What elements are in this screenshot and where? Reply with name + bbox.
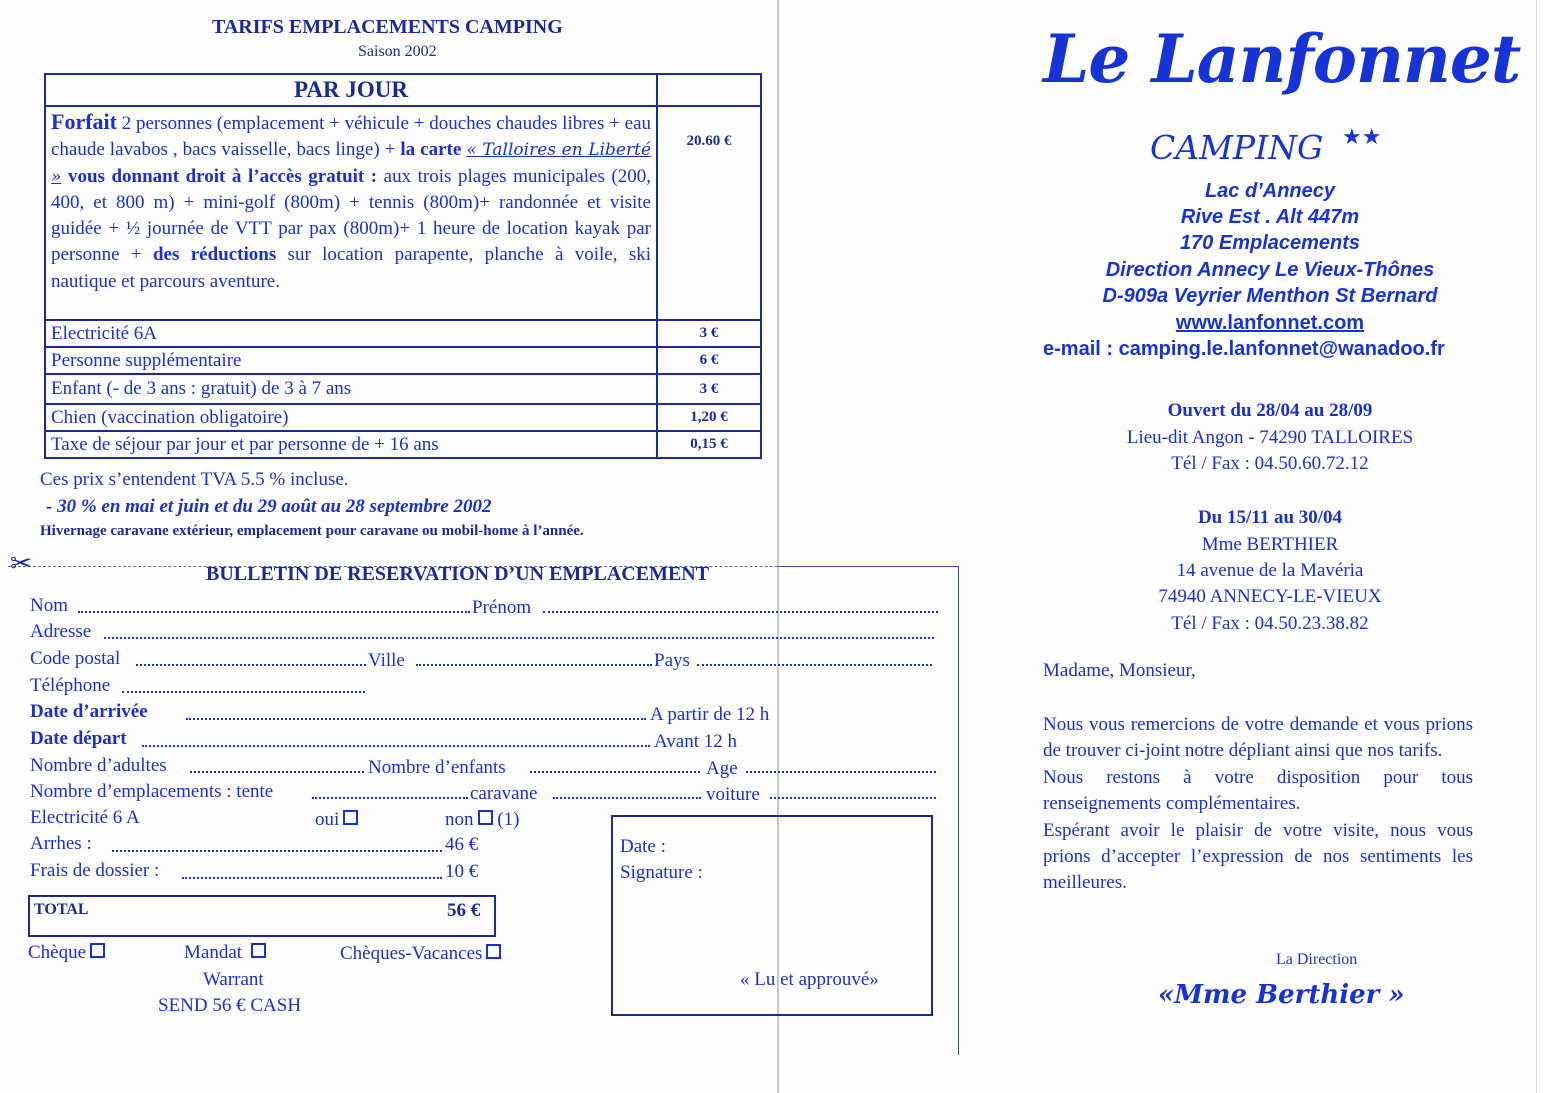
nom-field[interactable]: [78, 611, 470, 613]
code-postal-field[interactable]: [136, 664, 366, 666]
camping-logo: Le Lanfonnet: [1043, 20, 1521, 98]
adresse-label: Adresse: [30, 621, 92, 642]
tel-fax-2: Tél / Fax : 04.50.23.38.82: [1171, 613, 1369, 634]
age-label: Age: [706, 758, 738, 779]
la-direction: La Direction: [1276, 951, 1358, 968]
non-checkbox[interactable]: [478, 810, 493, 825]
telephone-label: Téléphone: [30, 675, 111, 696]
prenom-field[interactable]: [543, 611, 938, 613]
mandat-option[interactable]: Mandat: [184, 942, 266, 964]
mandat-checkbox[interactable]: [251, 943, 266, 958]
page-edge: [1536, 0, 1537, 1093]
salutation: Madame, Monsieur,: [1043, 660, 1196, 681]
row-price: 3 €: [657, 374, 761, 404]
winter-note: Hivernage caravane extérieur, emplacement pour caravane ou mobil-home à l’année.: [40, 523, 584, 539]
row-label: Electricité 6A: [45, 320, 657, 347]
arrhes-value: 46 €: [445, 834, 479, 855]
date-depart-field[interactable]: [142, 745, 650, 747]
pays-field[interactable]: [697, 664, 932, 666]
non-option[interactable]: non (1): [445, 809, 520, 830]
website-link[interactable]: www.lanfonnet.com: [1175, 312, 1365, 334]
age-field[interactable]: [746, 771, 936, 773]
date-arrivee-field[interactable]: [186, 718, 646, 720]
ville-field[interactable]: [416, 664, 652, 666]
date-label: Date :: [620, 836, 666, 857]
bulletin-title: BULLETIN DE RESERVATION D’UN EMPLACEMENT: [206, 563, 710, 585]
send-cash-label: SEND 56 € CASH: [158, 995, 302, 1016]
contact-name: Mme BERTHIER: [1201, 534, 1339, 555]
caravane-label: caravane: [470, 783, 538, 804]
total-value: 56 €: [447, 900, 481, 921]
ville-label: Ville: [368, 650, 405, 671]
cheque-checkbox[interactable]: [90, 943, 105, 958]
warrant-label: Warrant: [203, 969, 264, 990]
lac-line: Lac d’Annecy: [1204, 180, 1336, 202]
avant-label: Avant 12 h: [654, 731, 738, 752]
nb-enfants-label: Nombre d’enfants: [368, 757, 506, 778]
voiture-field[interactable]: [770, 797, 936, 799]
arrhes-label: Arrhes :: [30, 833, 92, 854]
talloires-en-liberte: « Talloires en Liberté »: [51, 140, 652, 187]
nb-emplacements-label: Nombre d’emplacements : tente: [30, 781, 274, 802]
date-depart-label: Date départ: [30, 728, 127, 749]
nb-adultes-field[interactable]: [190, 771, 364, 773]
email-line[interactable]: e-mail : camping.le.lanfonnet@wanadoo.fr: [1043, 338, 1445, 360]
direction-line: Direction Annecy Le Vieux-Thônes: [1105, 259, 1435, 281]
forfait-word: Forfait: [51, 109, 117, 134]
prenom-label: Prénom: [472, 597, 532, 618]
camping-subtitle: CAMPING: [1150, 128, 1324, 167]
oui-option[interactable]: oui: [315, 809, 358, 831]
winter-dates: Du 15/11 au 30/04: [1197, 507, 1343, 528]
rive-line: Rive Est . Alt 447m: [1180, 206, 1360, 228]
frais-label: Frais de dossier :: [30, 860, 160, 881]
letter-paragraph: Espérant avoir le plaisir de votre visite, nous vous prions d’accepter l’expression de nos sentiments les meilleures.: [1043, 819, 1473, 894]
opening-dates: Ouvert du 28/04 au 28/09: [1167, 400, 1373, 421]
row-price: 6 €: [657, 347, 761, 374]
tarifs-table: [44, 73, 762, 459]
nom-label: Nom: [30, 595, 68, 616]
forfait-row: [45, 106, 761, 320]
table-row: [45, 404, 761, 431]
tel-fax-1: Tél / Fax : 04.50.60.72.12: [1171, 453, 1369, 474]
row-label: Enfant (- de 3 ans : gratuit) de 3 à 7 ans: [45, 374, 657, 404]
letter-paragraph: Nous restons à votre disposition pour tous renseignements complémentaires.: [1043, 766, 1473, 815]
lu-approuve: « Lu et approuvé»: [740, 969, 879, 990]
tente-field[interactable]: [312, 797, 468, 799]
table-row: [45, 374, 761, 404]
caravane-field[interactable]: [553, 797, 701, 799]
letter-paragraph: Nous vous remercions de votre demande et vous prions de trouver ci-joint notre dépliant ainsi que nos tarifs.: [1043, 714, 1473, 762]
emplacements-line: 170 Emplacements: [1179, 232, 1361, 254]
nb-adultes-label: Nombre d’adultes: [30, 755, 167, 776]
route-line: D-909a Veyrier Menthon St Bernard: [1102, 285, 1438, 307]
scissors-icon: ✂: [10, 549, 32, 578]
cheque-option[interactable]: Chèque: [28, 942, 105, 964]
cheques-vacances-checkbox[interactable]: [486, 944, 501, 959]
frais-dots: [182, 877, 442, 879]
cheques-vacances-option[interactable]: Chèques-Vacances: [340, 943, 501, 965]
row-price: 1,20 €: [657, 404, 761, 431]
forfait-price: 20.60 €: [657, 106, 761, 320]
tarifs-season: Saison 2002: [358, 43, 437, 60]
table-row: [45, 347, 761, 374]
date-arrivee-label: Date d’arrivée: [30, 701, 148, 722]
row-price: 3 €: [657, 320, 761, 347]
lieu-dit: Lieu-dit Angon - 74290 TALLOIRES: [1126, 427, 1414, 448]
letter-body: [1043, 712, 1473, 897]
signature-label: Signature :: [620, 862, 703, 883]
tarifs-title: TARIFS EMPLACEMENTS CAMPING: [212, 16, 563, 38]
frais-value: 10 €: [445, 861, 479, 882]
row-label: Personne supplémentaire: [45, 347, 657, 374]
electricite-label: Electricité 6 A: [30, 807, 140, 828]
table-header-row: [45, 74, 761, 106]
table-row: [45, 431, 761, 458]
forfait-description: Forfait 2 personnes (emplacement + véhicule + douches chaudes libres + eau chaude lavabos , bacs vaisselle, bacs linge) + la carte « Talloires en Liberté » vous donnant droit à l’accès gratuit : aux trois plages municipales (200, 400, et 800 m) + mini-golf (800m) + tennis (800m)+ randonnée et visite guidée + ½ journée de VTT par pax (800m)+ 1 heure de location kayak par personne + des réductions sur location parapente, planche à voile, ski nautique et parcours aventure.: [45, 106, 657, 320]
discount-note: - 30 % en mai et juin et du 29 août au 28 septembre 2002: [46, 496, 492, 517]
table-row: [45, 320, 761, 347]
contact-street: 14 avenue de la Mavéria: [1176, 560, 1364, 581]
pays-label: Pays: [654, 650, 690, 671]
telephone-field[interactable]: [122, 691, 365, 693]
tva-note: Ces prix s’entendent TVA 5.5 % incluse.: [40, 469, 349, 490]
row-price: 0,15 €: [657, 431, 761, 458]
contact-city: 74940 ANNECY-LE-VIEUX: [1158, 586, 1382, 607]
par-jour-header: PAR JOUR: [45, 74, 657, 106]
row-label: Taxe de séjour par jour et par personne de + 16 ans: [45, 431, 657, 458]
arrhes-dots: [112, 850, 442, 852]
signature-text: «Mme Berthier »: [1158, 980, 1405, 1010]
voiture-label: voiture: [706, 784, 760, 805]
nb-enfants-field[interactable]: [530, 771, 700, 773]
total-box: [28, 895, 496, 937]
oui-checkbox[interactable]: [343, 810, 358, 825]
total-label: TOTAL: [34, 901, 89, 918]
rating-stars: ★★: [1342, 124, 1382, 149]
a-partir-label: A partir de 12 h: [650, 704, 770, 725]
code-postal-label: Code postal: [30, 648, 121, 669]
row-label: Chien (vaccination obligatoire): [45, 404, 657, 431]
adresse-field[interactable]: [104, 637, 934, 639]
